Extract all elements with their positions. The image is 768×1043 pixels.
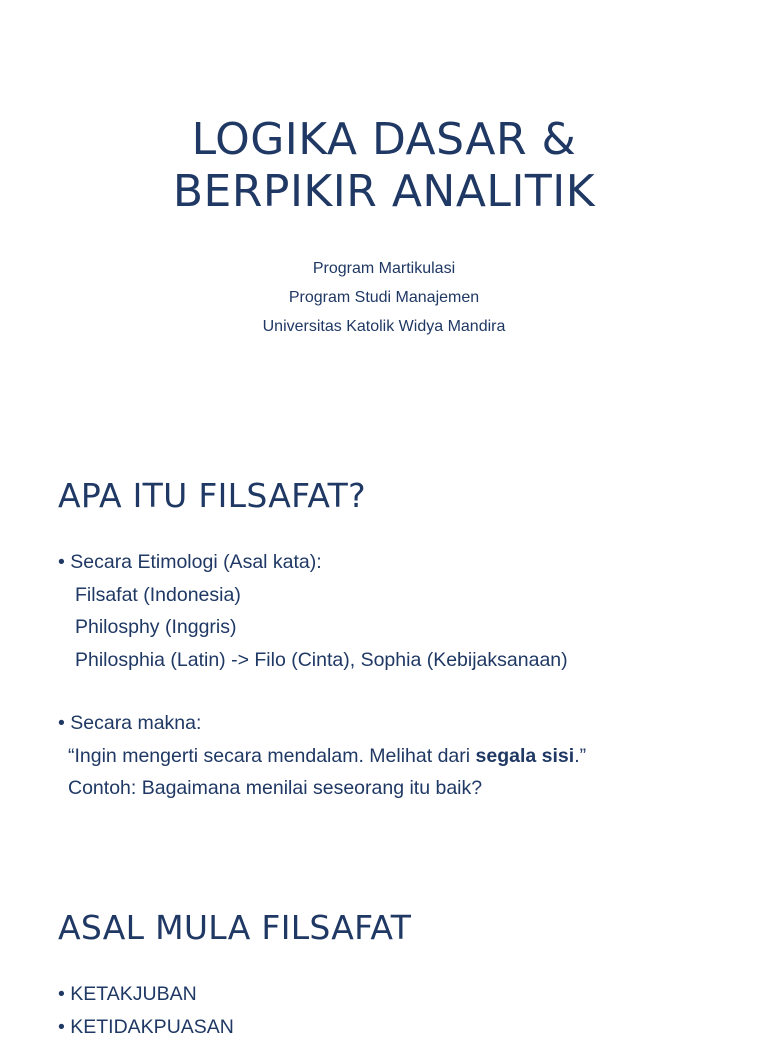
main-title-line-2: BERPIKIR ANALITIK	[0, 166, 768, 218]
quote-line	[58, 740, 586, 773]
spacer	[58, 676, 586, 707]
subtitle	[0, 254, 768, 341]
subtitle-university: Universitas Katolik Widya Mandira	[0, 312, 768, 341]
section-apa-itu-filsafat	[58, 476, 738, 515]
quote-end: .”	[574, 745, 586, 767]
section-body	[58, 546, 586, 805]
bullet-ketidakpuasan: • KETIDAKPUASAN	[58, 1011, 234, 1043]
section-asal-mula-filsafat	[58, 908, 738, 947]
section-body	[58, 978, 234, 1043]
bullet-makna: • Secara makna:	[58, 707, 586, 740]
subtitle-program: Program Martikulasi	[0, 254, 768, 283]
sub-item-philosphia: Philosphia (Latin) -> Filo (Cinta), Sophia (Kebijaksanaan)	[58, 644, 586, 677]
sub-item-philosphy: Philosphy (Inggris)	[58, 611, 586, 644]
sub-item-filsafat: Filsafat (Indonesia)	[58, 579, 586, 612]
subtitle-study-program: Program Studi Manajemen	[0, 283, 768, 312]
quote-bold-text: segala sisi	[476, 745, 575, 767]
main-title-line-1: LOGIKA DASAR &	[0, 114, 768, 166]
main-title	[0, 114, 768, 218]
bullet-etimologi: • Secara Etimologi (Asal kata):	[58, 546, 586, 579]
bullet-ketakjuban: • KETAKJUBAN	[58, 978, 234, 1011]
section-heading: APA ITU FILSAFAT?	[58, 476, 738, 515]
title-slide	[0, 0, 768, 430]
example-line: Contoh: Bagaimana menilai seseorang itu baik?	[58, 772, 586, 805]
quote-text: “Ingin mengerti secara mendalam. Melihat dari	[68, 745, 476, 767]
section-heading: ASAL MULA FILSAFAT	[58, 908, 738, 947]
